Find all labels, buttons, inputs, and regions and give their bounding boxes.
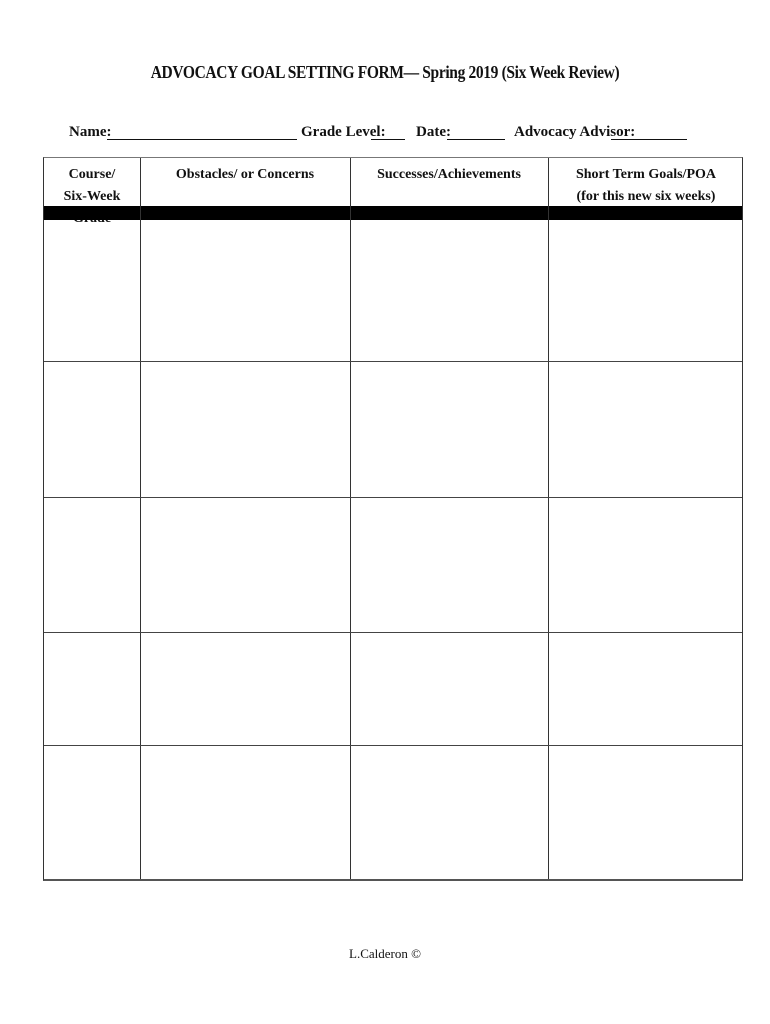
row-divider xyxy=(44,745,742,746)
copyright-footer: L.Calderon © xyxy=(349,946,421,961)
goal-setting-table xyxy=(43,157,743,881)
form-title: ADVOCACY GOAL SETTING FORM— Spring 2019 (Six Week Review) xyxy=(150,62,620,82)
column-header-obstacles: Obstacles/ or Concerns xyxy=(175,167,315,182)
advocacy-advisor-label: Advocacy Advisor: xyxy=(514,124,636,140)
row-divider xyxy=(44,361,742,362)
row-divider xyxy=(44,632,742,633)
grade-level-blank-line[interactable] xyxy=(371,139,405,140)
column-header-successes: Successes/Achievements xyxy=(377,167,521,182)
grade-level-label: Grade Level: xyxy=(301,124,386,140)
date-label: Date: xyxy=(416,124,451,140)
column-divider xyxy=(548,158,549,879)
date-blank-line[interactable] xyxy=(447,139,505,140)
column-divider xyxy=(350,158,351,879)
header-black-bar xyxy=(44,206,742,220)
row-divider xyxy=(44,497,742,498)
column-header-short-term-goals: Short Term Goals/POA (for this new six weeks) xyxy=(575,167,716,204)
column-divider xyxy=(140,158,141,879)
name-label: Name: xyxy=(69,124,112,140)
name-blank-line[interactable] xyxy=(107,139,297,140)
advocacy-advisor-blank-line[interactable] xyxy=(611,139,687,140)
column-header-course-grade: Course/ Six-Week xyxy=(63,167,121,204)
